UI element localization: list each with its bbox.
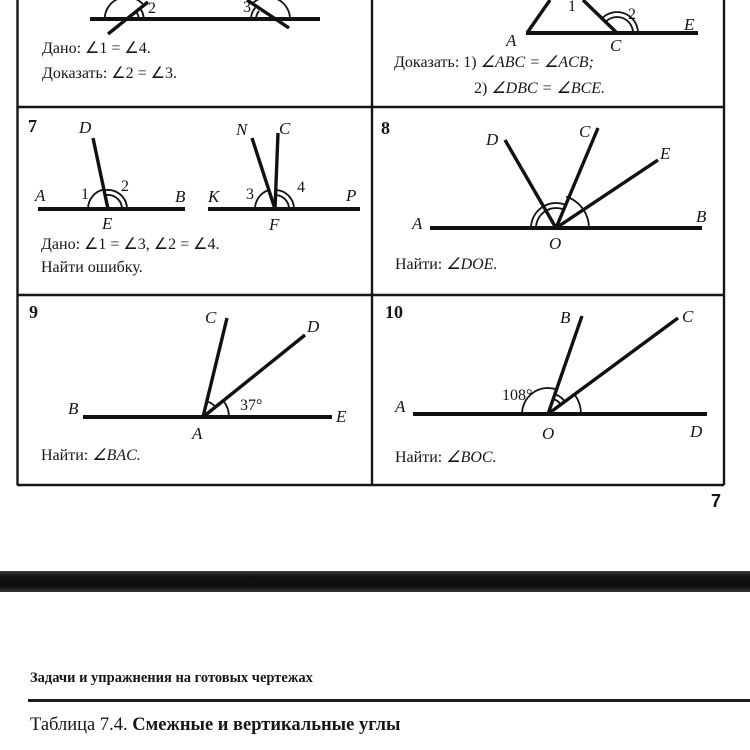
header-rule — [28, 699, 750, 702]
angle-label-1: 1 — [568, 0, 576, 15]
cell9-number: 9 — [29, 302, 38, 322]
row1-left-given: Дано: ∠1 = ∠4. — [42, 40, 151, 57]
point-label-C: C — [579, 122, 591, 141]
angle-label-2: 2 — [148, 0, 156, 17]
point-label-D: D — [486, 130, 499, 149]
row1-right-prove-line2 — [474, 80, 605, 98]
point-label-E: E — [684, 15, 695, 34]
cell9-task-formula: ∠BAC. — [92, 447, 141, 464]
point-label-P: P — [346, 186, 357, 205]
point-label-B: B — [560, 308, 571, 327]
point-label-A: A — [35, 186, 46, 205]
row1-right-prove-line1 — [394, 54, 594, 72]
point-label-C: C — [279, 119, 291, 138]
figure-row1-right — [505, 0, 698, 55]
point-label-E: E — [660, 144, 671, 163]
cell8-task-formula: ∠DOE. — [446, 256, 498, 273]
point-label-F: F — [269, 215, 280, 234]
point-label-O: O — [549, 234, 562, 253]
point-label-A: A — [395, 397, 406, 416]
point-label-N: N — [236, 120, 248, 139]
point-label-C: C — [205, 308, 217, 327]
point-label-B: B — [175, 187, 186, 206]
angle-label-3: 3 — [243, 0, 251, 16]
cell7-given: Дано: ∠1 = ∠3, ∠2 = ∠4. — [41, 236, 220, 253]
angle-label-4: 4 — [297, 179, 305, 196]
cell9-task — [41, 447, 141, 465]
point-label-E: E — [102, 214, 113, 233]
point-label-A: A — [506, 31, 517, 50]
table-caption — [30, 715, 400, 736]
point-label-B: B — [68, 399, 79, 418]
prove1-prefix: Доказать: 1) — [394, 54, 481, 71]
angle-label-1: 1 — [81, 186, 89, 203]
page-number: 7 — [710, 491, 721, 511]
figure-row1-left — [90, 0, 320, 34]
cell10-task — [395, 449, 497, 467]
figure-cell10 — [394, 307, 707, 443]
running-header: Задачи и упражнения на готовых чертежах — [30, 670, 313, 686]
point-label-D: D — [690, 422, 703, 441]
point-label-D: D — [79, 118, 92, 137]
page-break-bar — [0, 571, 750, 592]
figure-cell8 — [411, 122, 707, 253]
point-label-A: A — [412, 214, 423, 233]
point-label-E: E — [336, 407, 347, 426]
point-label-K: K — [208, 187, 220, 206]
point-label-A: A — [192, 424, 203, 443]
row1-left-prove: Доказать: ∠2 = ∠3. — [42, 65, 177, 82]
prove2-formula: ∠DBC = ∠BCE. — [491, 80, 606, 97]
cell7-task: Найти ошибку. — [41, 259, 143, 276]
point-label-O: O — [542, 424, 555, 443]
cell7-number: 7 — [28, 116, 37, 136]
cell10-task-prefix: Найти: — [395, 449, 447, 466]
prove2-prefix: 2) — [474, 80, 492, 97]
point-label-D: D — [307, 317, 320, 336]
angle-label-3: 3 — [246, 186, 254, 203]
cell8-number: 8 — [381, 118, 390, 138]
cell10-task-formula: ∠BOC. — [446, 449, 497, 466]
figure-cell7 — [34, 118, 360, 234]
angle-label-2: 2 — [121, 178, 129, 195]
angle-value-108: 108° — [502, 387, 533, 404]
cell9-task-prefix: Найти: — [41, 447, 93, 464]
figure-cell9 — [68, 308, 347, 443]
caption-prefix: Таблица 7.4. — [30, 715, 133, 735]
angle-label-2: 2 — [628, 6, 636, 23]
cell8-task — [395, 256, 497, 274]
cell10-number: 10 — [385, 302, 403, 322]
point-label-C: C — [682, 307, 694, 326]
cell8-task-prefix: Найти: — [395, 256, 447, 273]
point-label-C: C — [610, 36, 622, 55]
prove1-formula: ∠ABC = ∠ACB; — [480, 54, 594, 71]
angle-value-37: 37° — [240, 397, 263, 414]
caption-title: Смежные и вертикальные углы — [132, 715, 401, 735]
point-label-B: B — [696, 207, 707, 226]
